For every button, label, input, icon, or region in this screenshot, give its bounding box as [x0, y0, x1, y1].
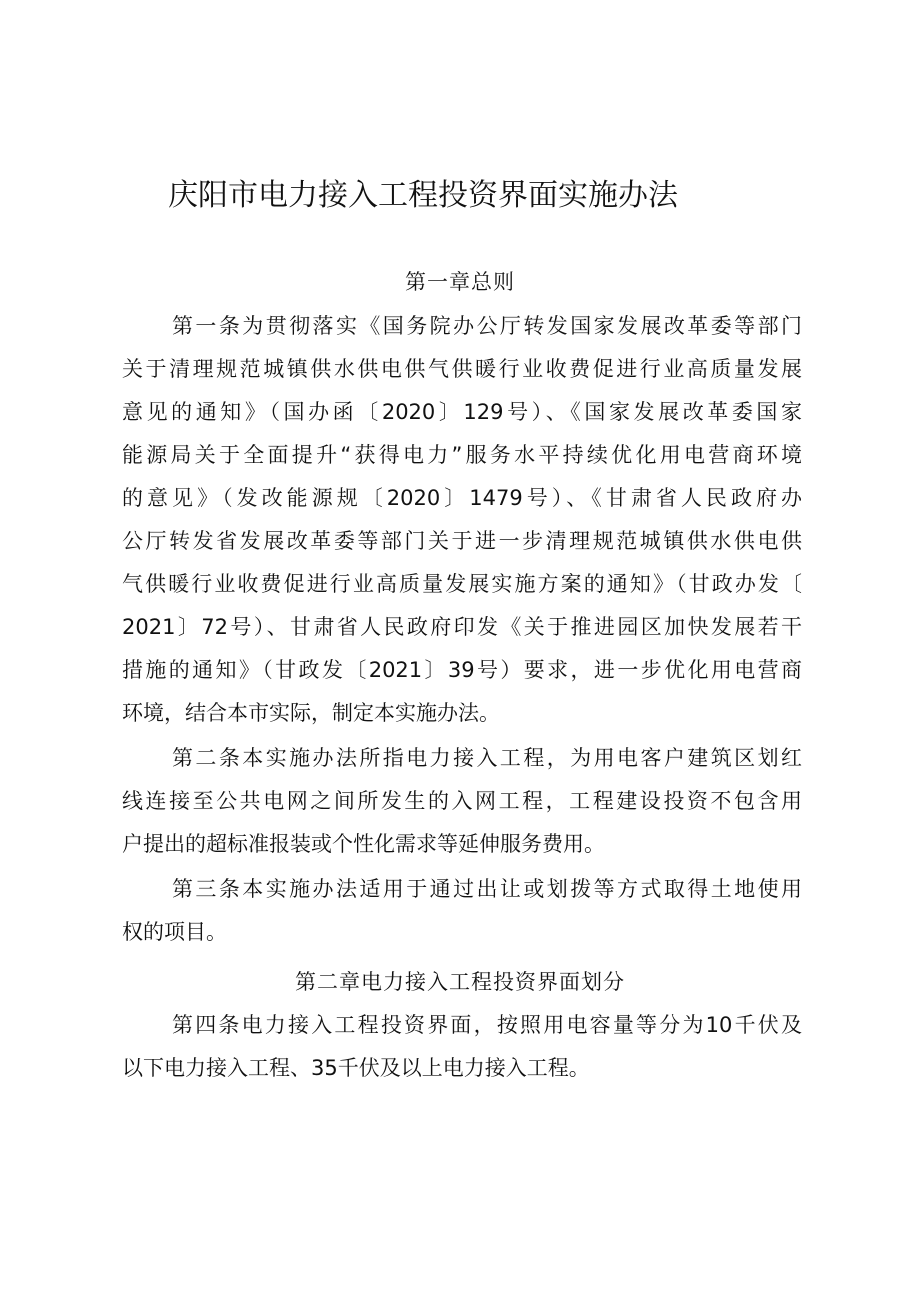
- document-title: 庆阳市电力接入工程投资界面实施办法: [168, 178, 678, 213]
- article-1-line: 意见的通知》（国办函〔2020〕129号）、《国家发展改革委国家: [122, 400, 802, 424]
- article-3-line: 权的项目。: [122, 920, 227, 944]
- chapter-heading-1: 第一章总则: [405, 270, 515, 294]
- article-4-line: 以下电力接入工程、35千伏及以上电力接入工程。: [122, 1056, 590, 1080]
- article-1-line: 公厅转发省发展改革委等部门关于进一步清理规范城镇供水供电供: [122, 529, 802, 553]
- article-1-line: 环境，结合本市实际，制定本实施办法。: [122, 701, 500, 725]
- article-4-line: 第四条电力接入工程投资界面，按照用电容量等分为10千伏及: [172, 1013, 802, 1037]
- article-1-line: 措施的通知》（甘政发〔2021〕39号）要求，进一步优化用电营商: [122, 658, 802, 682]
- article-2-line: 线连接至公共电网之间所发生的入网工程，工程建设投资不包含用: [122, 789, 802, 813]
- article-1-line: 的意见》（发改能源规〔2020〕1479号）、《甘肃省人民政府办: [122, 486, 802, 510]
- article-1-line: 第一条为贯彻落实《国务院办公厅转发国家发展改革委等部门: [172, 314, 802, 338]
- article-1-line: 2021〕72号）、甘肃省人民政府印发《关于推进园区加快发展若干: [122, 615, 802, 639]
- chapter-heading-2: 第二章电力接入工程投资界面划分: [295, 970, 625, 994]
- article-3-line: 第三条本实施办法适用于通过出让或划拨等方式取得土地使用: [172, 877, 802, 901]
- article-1-line: 关于清理规范城镇供水供电供气供暖行业收费促进行业高质量发展: [122, 357, 802, 381]
- article-2-line: 第二条本实施办法所指电力接入工程，为用电客户建筑区划红: [172, 746, 802, 770]
- article-1-line: 气供暖行业收费促进行业高质量发展实施方案的通知》（甘政办发〔: [122, 572, 802, 596]
- article-2-line: 户提出的超标准报装或个性化需求等延伸服务费用。: [122, 832, 605, 856]
- article-1-line: 能源局关于全面提升“获得电力”服务水平持续优化用电营商环境: [122, 443, 802, 467]
